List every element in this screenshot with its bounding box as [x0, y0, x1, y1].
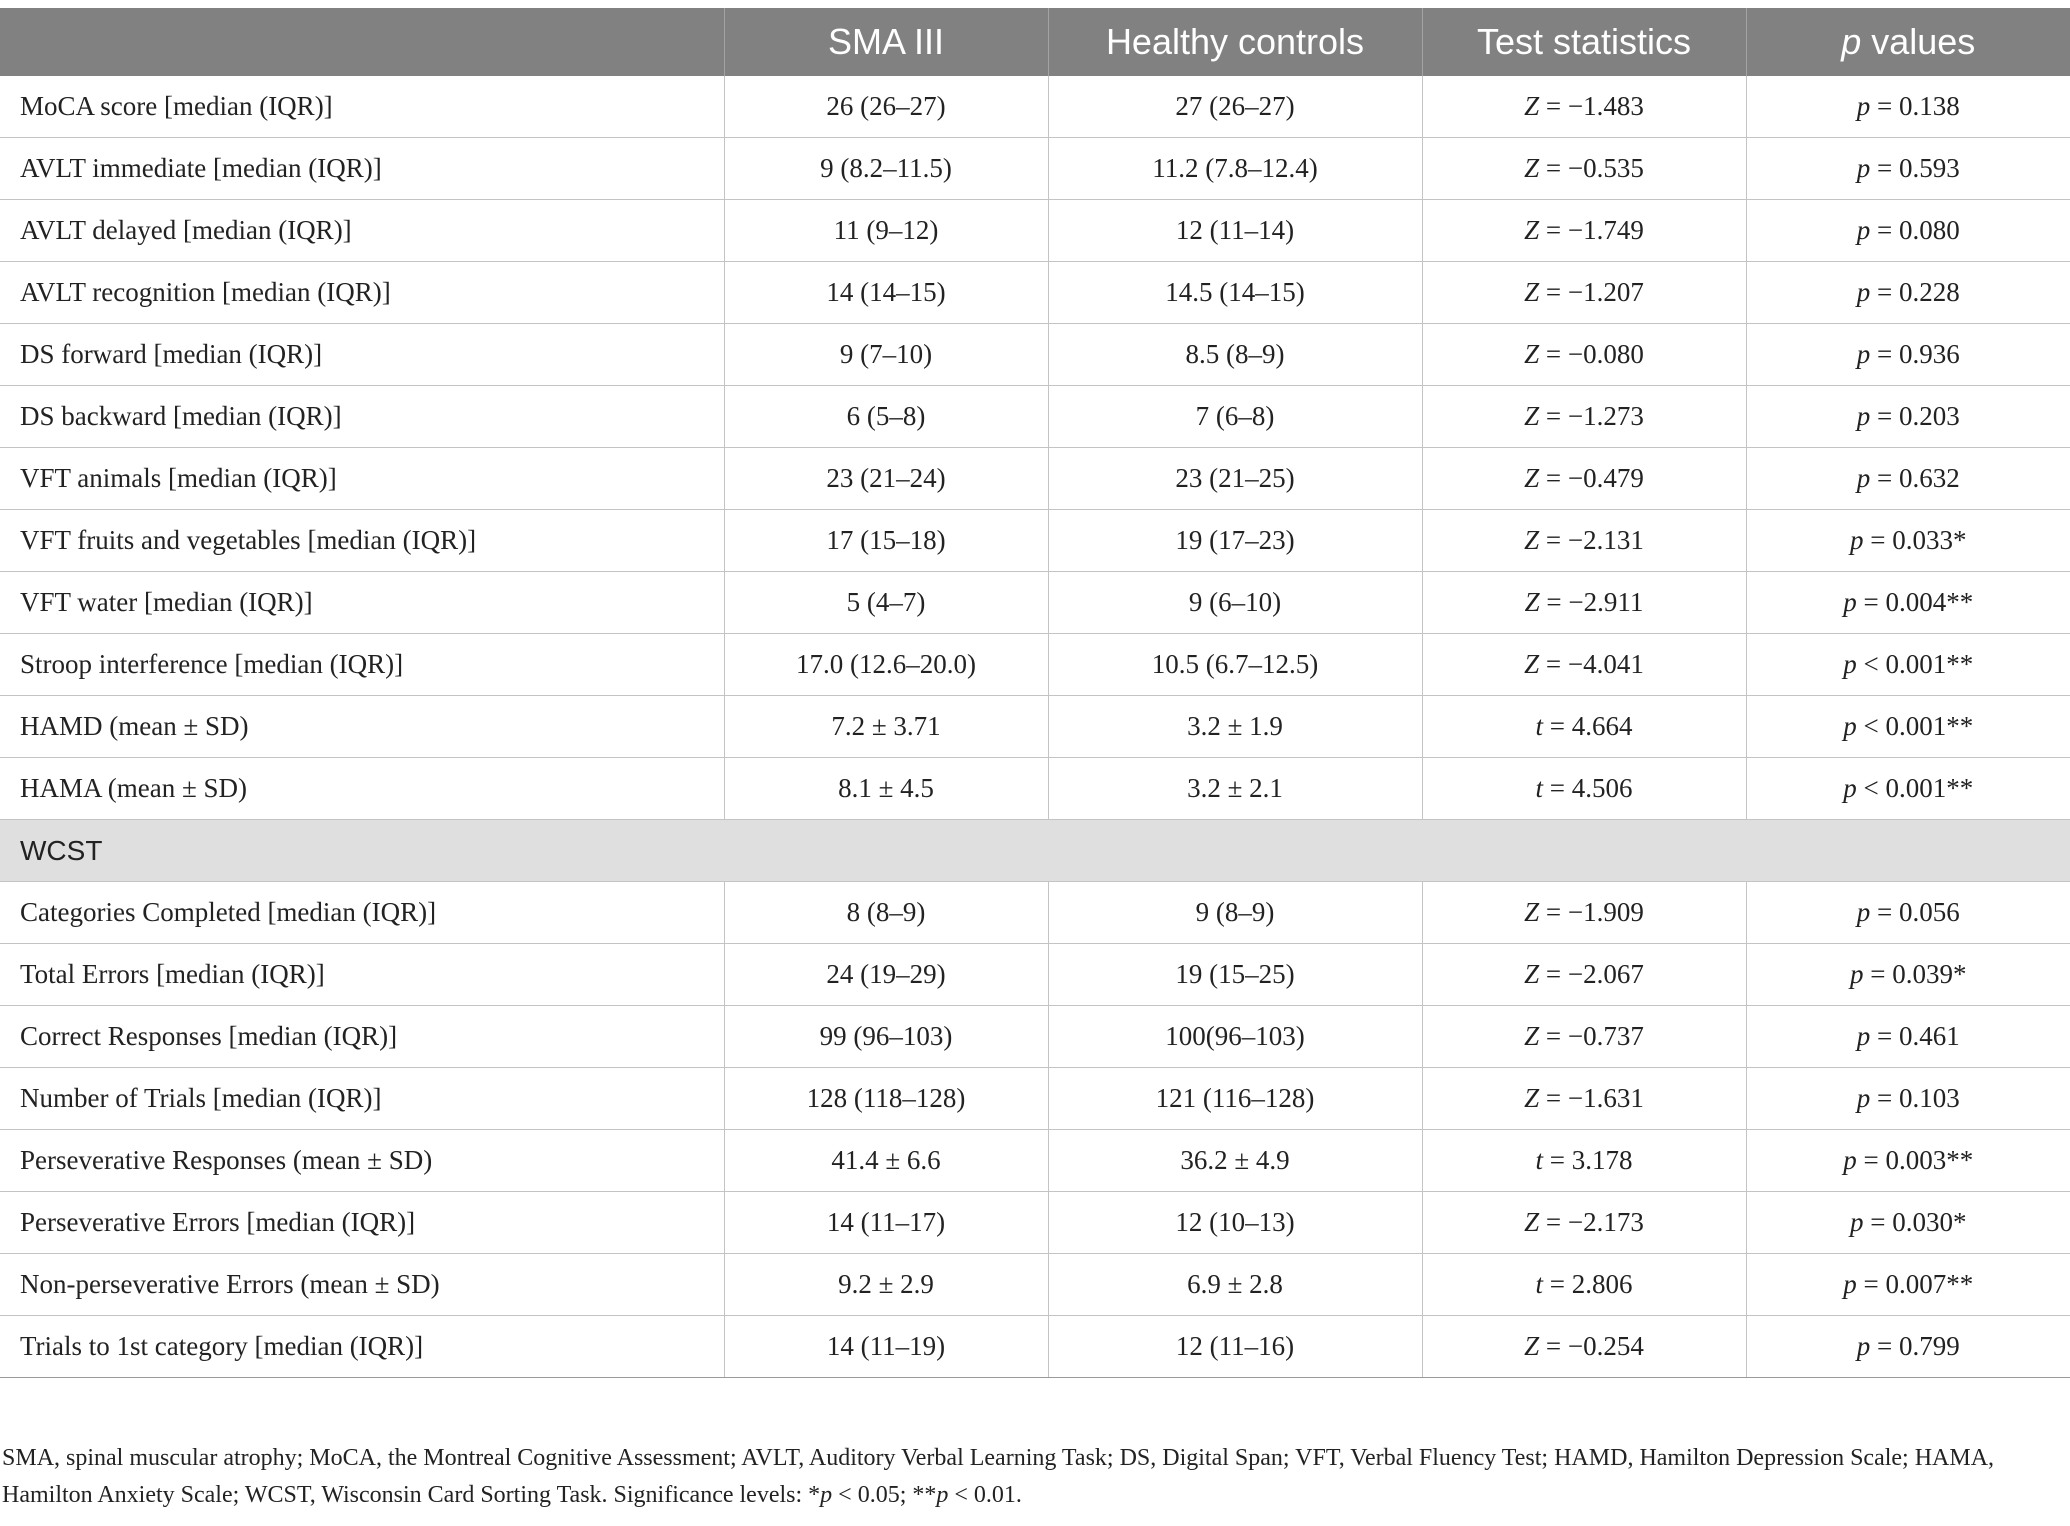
- cell-sma-iii-value: 128 (118–128): [806, 1083, 966, 1113]
- cell-p-value: [1746, 572, 2070, 634]
- cell-p-value: [1746, 324, 2070, 386]
- row-label: [0, 200, 724, 262]
- row-label-text: DS forward [median (IQR)]: [20, 339, 323, 369]
- cell-healthy-controls: [1048, 572, 1422, 634]
- row-label: [0, 262, 724, 324]
- cell-p-value: [1746, 944, 2070, 1006]
- cell-test-statistic: [1422, 696, 1746, 758]
- row-label: [0, 882, 724, 944]
- row-label-text: HAMA (mean ± SD): [20, 773, 248, 803]
- stat-symbol: Z: [1524, 649, 1540, 679]
- p-value: = 0.228: [1870, 277, 1960, 307]
- cell-test-statistic: [1422, 510, 1746, 572]
- cell-sma-iii: [724, 138, 1048, 200]
- cell-healthy-controls-value: 19 (17–23): [1175, 525, 1295, 555]
- cell-test-statistic: [1422, 1006, 1746, 1068]
- row-label-text: HAMD (mean ± SD): [20, 711, 249, 741]
- row-label: [0, 1192, 724, 1254]
- table-row: [0, 324, 2070, 386]
- cell-healthy-controls: [1048, 944, 1422, 1006]
- cell-sma-iii-value: 9 (7–10): [839, 339, 933, 369]
- table-row: [0, 1068, 2070, 1130]
- stat-value: = −0.737: [1539, 1021, 1644, 1051]
- p-value: = 0.138: [1870, 91, 1960, 121]
- cell-sma-iii: [724, 1192, 1048, 1254]
- cell-sma-iii-value: 9 (8.2–11.5): [820, 153, 952, 183]
- cell-sma-iii: [724, 76, 1048, 138]
- p-value: < 0.001**: [1856, 711, 1974, 741]
- stat-value: = −1.631: [1539, 1083, 1644, 1113]
- stat-value: = −0.479: [1539, 463, 1644, 493]
- stat-value: = −1.749: [1539, 215, 1644, 245]
- cell-p-value: [1746, 1006, 2070, 1068]
- p-value: = 0.003**: [1856, 1145, 1974, 1175]
- cell-healthy-controls-value: 9 (6–10): [1188, 587, 1282, 617]
- table-row: [0, 1006, 2070, 1068]
- cell-healthy-controls: [1048, 1006, 1422, 1068]
- table-row: [0, 758, 2070, 820]
- cell-sma-iii-value: 6 (5–8): [846, 401, 926, 431]
- table-row: [0, 76, 2070, 138]
- stat-value: = −4.041: [1539, 649, 1644, 679]
- cell-healthy-controls-value: 8.5 (8–9): [1185, 339, 1285, 369]
- p-value: = 0.039*: [1863, 959, 1967, 989]
- cell-p-value: [1746, 200, 2070, 262]
- p-symbol: p: [1856, 153, 1871, 183]
- stat-value: = −2.131: [1539, 525, 1644, 555]
- cell-p-value: [1746, 1068, 2070, 1130]
- row-label-text: AVLT immediate [median (IQR)]: [20, 153, 382, 183]
- stat-value: = −2.067: [1539, 959, 1644, 989]
- stat-symbol: Z: [1524, 525, 1540, 555]
- cell-test-statistic: [1422, 882, 1746, 944]
- p-value: = 0.461: [1870, 1021, 1960, 1051]
- p-value: = 0.033*: [1863, 525, 1967, 555]
- row-label-text: Categories Completed [median (IQR)]: [20, 897, 437, 927]
- footnote-sig1-rest: < 0.05; **: [832, 1482, 937, 1508]
- table-row: [0, 1316, 2070, 1378]
- header-row: [0, 8, 2070, 76]
- stat-symbol: Z: [1524, 1021, 1540, 1051]
- table-row: [0, 882, 2070, 944]
- cell-healthy-controls: [1048, 262, 1422, 324]
- cell-p-value: [1746, 448, 2070, 510]
- cell-test-statistic: [1422, 324, 1746, 386]
- p-symbol: p: [1856, 401, 1871, 431]
- p-symbol: p: [1843, 587, 1857, 617]
- p-symbol: p: [1843, 773, 1857, 803]
- cell-healthy-controls-value: 23 (21–25): [1175, 463, 1295, 493]
- p-symbol: p: [1856, 1083, 1871, 1113]
- cell-test-statistic: [1422, 1068, 1746, 1130]
- row-label: [0, 76, 724, 138]
- cell-sma-iii-value: 14 (11–19): [826, 1331, 946, 1361]
- cell-healthy-controls: [1048, 1130, 1422, 1192]
- p-symbol: p: [1843, 649, 1857, 679]
- p-value: < 0.001**: [1856, 649, 1974, 679]
- footnote-sig2-rest: < 0.01.: [948, 1482, 1022, 1508]
- p-symbol: p: [1856, 339, 1871, 369]
- p-value: = 0.203: [1870, 401, 1960, 431]
- p-value: = 0.593: [1870, 153, 1960, 183]
- cell-healthy-controls-value: 14.5 (14–15): [1165, 277, 1305, 307]
- cell-sma-iii: [724, 448, 1048, 510]
- header-p-values: [1746, 8, 2070, 76]
- cell-p-value: [1746, 1254, 2070, 1316]
- p-symbol: p: [1850, 959, 1864, 989]
- p-symbol: p: [1856, 215, 1871, 245]
- cell-healthy-controls-value: 27 (26–27): [1175, 91, 1295, 121]
- cell-sma-iii-value: 41.4 ± 6.6: [831, 1145, 941, 1175]
- row-label-text: Trials to 1st category [median (IQR)]: [20, 1331, 424, 1361]
- stat-symbol: Z: [1524, 1331, 1540, 1361]
- stat-symbol: t: [1535, 711, 1544, 741]
- cell-healthy-controls-value: 100(96–103): [1165, 1021, 1305, 1051]
- stat-symbol: Z: [1524, 897, 1540, 927]
- cell-sma-iii-value: 11 (9–12): [833, 215, 939, 245]
- row-label-text: Number of Trials [median (IQR)]: [20, 1083, 382, 1113]
- cell-test-statistic: [1422, 1130, 1746, 1192]
- cell-healthy-controls-value: 19 (15–25): [1175, 959, 1295, 989]
- p-symbol: p: [1856, 1331, 1871, 1361]
- row-label: [0, 510, 724, 572]
- p-symbol: p: [1856, 897, 1871, 927]
- cell-sma-iii: [724, 696, 1048, 758]
- table-row: [0, 200, 2070, 262]
- cell-sma-iii: [724, 510, 1048, 572]
- cell-healthy-controls-value: 10.5 (6.7–12.5): [1151, 649, 1319, 679]
- header-measure: [0, 8, 724, 76]
- cell-healthy-controls-value: 12 (11–14): [1175, 215, 1295, 245]
- cell-p-value: [1746, 76, 2070, 138]
- section-title: WCST: [0, 820, 2070, 882]
- row-label: [0, 448, 724, 510]
- row-label-text: VFT water [median (IQR)]: [20, 587, 313, 617]
- cell-p-value: [1746, 758, 2070, 820]
- cell-healthy-controls: [1048, 882, 1422, 944]
- cell-sma-iii: [724, 944, 1048, 1006]
- stat-value: = −1.207: [1539, 277, 1644, 307]
- cell-healthy-controls: [1048, 1316, 1422, 1378]
- results-table: [0, 8, 2070, 1378]
- cell-sma-iii: [724, 1316, 1048, 1378]
- p-symbol: p: [1856, 1021, 1871, 1051]
- stat-value: = −1.483: [1539, 91, 1644, 121]
- cell-test-statistic: [1422, 1316, 1746, 1378]
- cell-sma-iii: [724, 386, 1048, 448]
- stat-symbol: Z: [1524, 91, 1540, 121]
- cell-healthy-controls: [1048, 324, 1422, 386]
- stat-symbol: t: [1535, 773, 1544, 803]
- row-label: [0, 634, 724, 696]
- stat-symbol: Z: [1524, 1083, 1540, 1113]
- table-row: [0, 448, 2070, 510]
- stat-symbol: Z: [1524, 587, 1540, 617]
- cell-sma-iii: [724, 1254, 1048, 1316]
- stat-symbol: t: [1535, 1269, 1544, 1299]
- cell-healthy-controls-value: 9 (8–9): [1195, 897, 1275, 927]
- cell-sma-iii: [724, 1130, 1048, 1192]
- cell-sma-iii: [724, 200, 1048, 262]
- table-body: [0, 76, 2070, 1378]
- cell-sma-iii: [724, 1006, 1048, 1068]
- row-label: [0, 944, 724, 1006]
- cell-healthy-controls-value: 12 (10–13): [1175, 1207, 1295, 1237]
- cell-test-statistic: [1422, 262, 1746, 324]
- cell-healthy-controls: [1048, 758, 1422, 820]
- p-symbol: p: [1850, 1207, 1864, 1237]
- row-label-text: VFT fruits and vegetables [median (IQR)]: [20, 525, 477, 555]
- p-symbol: p: [1856, 463, 1871, 493]
- row-label: [0, 696, 724, 758]
- cell-sma-iii-value: 9.2 ± 2.9: [838, 1269, 934, 1299]
- cell-sma-iii: [724, 634, 1048, 696]
- stat-value: = −1.273: [1539, 401, 1644, 431]
- stat-value: = 3.178: [1543, 1145, 1633, 1175]
- stat-symbol: Z: [1524, 959, 1540, 989]
- cell-test-statistic: [1422, 1192, 1746, 1254]
- table-row: [0, 1130, 2070, 1192]
- cell-sma-iii: [724, 262, 1048, 324]
- header-p-symbol: p: [1841, 21, 1862, 62]
- cell-test-statistic: [1422, 944, 1746, 1006]
- stat-symbol: Z: [1524, 1207, 1540, 1237]
- cell-healthy-controls: [1048, 448, 1422, 510]
- row-label: [0, 138, 724, 200]
- cell-sma-iii-value: 26 (26–27): [826, 91, 946, 121]
- stat-symbol: Z: [1524, 401, 1540, 431]
- cell-healthy-controls-value: 3.2 ± 2.1: [1187, 773, 1283, 803]
- p-value: = 0.056: [1870, 897, 1960, 927]
- row-label: [0, 1006, 724, 1068]
- cell-sma-iii: [724, 882, 1048, 944]
- row-label-text: MoCA score [median (IQR)]: [20, 91, 333, 121]
- stat-value: = 4.506: [1543, 773, 1633, 803]
- row-label: [0, 572, 724, 634]
- cell-healthy-controls-value: 6.9 ± 2.8: [1187, 1269, 1283, 1299]
- cell-healthy-controls-value: 12 (11–16): [1175, 1331, 1295, 1361]
- cell-healthy-controls: [1048, 634, 1422, 696]
- row-label: [0, 1316, 724, 1378]
- cell-test-statistic: [1422, 758, 1746, 820]
- cell-p-value: [1746, 262, 2070, 324]
- table-row: [0, 138, 2070, 200]
- p-value: = 0.004**: [1856, 587, 1974, 617]
- row-label: [0, 386, 724, 448]
- p-value: = 0.103: [1870, 1083, 1960, 1113]
- cell-sma-iii-value: 14 (14–15): [826, 277, 946, 307]
- table-row: [0, 634, 2070, 696]
- cell-healthy-controls: [1048, 696, 1422, 758]
- row-label-text: VFT animals [median (IQR)]: [20, 463, 337, 493]
- row-label-text: Perseverative Responses (mean ± SD): [20, 1145, 433, 1175]
- cell-p-value: [1746, 1130, 2070, 1192]
- section-row-wcst: [0, 820, 2070, 882]
- p-value: < 0.001**: [1856, 773, 1974, 803]
- cell-healthy-controls: [1048, 200, 1422, 262]
- row-label-text: DS backward [median (IQR)]: [20, 401, 342, 431]
- cell-p-value: [1746, 138, 2070, 200]
- table-row: [0, 510, 2070, 572]
- header-test-statistics: Test statistics: [1422, 8, 1746, 76]
- cell-healthy-controls: [1048, 1068, 1422, 1130]
- stat-symbol: Z: [1524, 153, 1540, 183]
- p-value: = 0.080: [1870, 215, 1960, 245]
- cell-test-statistic: [1422, 572, 1746, 634]
- cell-healthy-controls-value: 3.2 ± 1.9: [1187, 711, 1283, 741]
- cell-healthy-controls-value: 36.2 ± 4.9: [1180, 1145, 1290, 1175]
- cell-healthy-controls: [1048, 386, 1422, 448]
- table-header: [0, 8, 2070, 76]
- cell-healthy-controls: [1048, 76, 1422, 138]
- row-label-text: Stroop interference [median (IQR)]: [20, 649, 404, 679]
- stat-value: = −0.535: [1539, 153, 1644, 183]
- stat-value: = −2.911: [1539, 587, 1644, 617]
- header-p-rest: values: [1861, 21, 1976, 62]
- cell-sma-iii-value: 99 (96–103): [819, 1021, 953, 1051]
- stat-symbol: Z: [1524, 277, 1540, 307]
- row-label: [0, 1254, 724, 1316]
- cell-p-value: [1746, 386, 2070, 448]
- cell-sma-iii: [724, 572, 1048, 634]
- cell-sma-iii-value: 17 (15–18): [826, 525, 946, 555]
- cell-healthy-controls: [1048, 1192, 1422, 1254]
- p-value: = 0.007**: [1856, 1269, 1974, 1299]
- p-value: = 0.936: [1870, 339, 1960, 369]
- table-row: [0, 262, 2070, 324]
- cell-p-value: [1746, 696, 2070, 758]
- cell-test-statistic: [1422, 386, 1746, 448]
- stat-value: = −0.080: [1539, 339, 1644, 369]
- cell-test-statistic: [1422, 200, 1746, 262]
- cell-sma-iii-value: 14 (11–17): [826, 1207, 946, 1237]
- footnote-sig1-symbol: p: [820, 1482, 833, 1508]
- cell-healthy-controls-value: 7 (6–8): [1195, 401, 1275, 431]
- cell-sma-iii-value: 24 (19–29): [826, 959, 946, 989]
- cell-test-statistic: [1422, 76, 1746, 138]
- stat-value: = −2.173: [1539, 1207, 1644, 1237]
- stat-value: = −1.909: [1539, 897, 1644, 927]
- table-row: [0, 1192, 2070, 1254]
- cell-test-statistic: [1422, 138, 1746, 200]
- cell-healthy-controls: [1048, 138, 1422, 200]
- cell-p-value: [1746, 1192, 2070, 1254]
- p-symbol: p: [1856, 91, 1871, 121]
- cell-sma-iii: [724, 324, 1048, 386]
- p-value: = 0.030*: [1863, 1207, 1967, 1237]
- table-footnote: [2, 1440, 2062, 1514]
- row-label-text: Non-perseverative Errors (mean ± SD): [20, 1269, 440, 1299]
- p-symbol: p: [1850, 525, 1864, 555]
- p-symbol: p: [1843, 711, 1857, 741]
- cell-test-statistic: [1422, 448, 1746, 510]
- cell-sma-iii: [724, 758, 1048, 820]
- row-label-text: Total Errors [median (IQR)]: [20, 959, 325, 989]
- cell-healthy-controls: [1048, 510, 1422, 572]
- table-row: [0, 696, 2070, 758]
- p-value: = 0.632: [1870, 463, 1960, 493]
- cell-sma-iii-value: 8.1 ± 4.5: [838, 773, 934, 803]
- footnote-sig2-symbol: p: [936, 1482, 949, 1508]
- stat-symbol: Z: [1524, 339, 1540, 369]
- row-label-text: AVLT delayed [median (IQR)]: [20, 215, 352, 245]
- cell-healthy-controls-value: 121 (116–128): [1155, 1083, 1315, 1113]
- table-row: [0, 386, 2070, 448]
- cell-sma-iii: [724, 1068, 1048, 1130]
- row-label: [0, 324, 724, 386]
- p-symbol: p: [1843, 1145, 1857, 1175]
- header-healthy-controls: Healthy controls: [1048, 8, 1422, 76]
- stat-symbol: Z: [1524, 463, 1540, 493]
- row-label: [0, 758, 724, 820]
- row-label-text: AVLT recognition [median (IQR)]: [20, 277, 391, 307]
- row-label: [0, 1068, 724, 1130]
- cell-p-value: [1746, 510, 2070, 572]
- cell-sma-iii-value: 23 (21–24): [826, 463, 946, 493]
- cell-sma-iii-value: 5 (4–7): [846, 587, 926, 617]
- cell-p-value: [1746, 634, 2070, 696]
- results-table-container: [0, 8, 2070, 1378]
- footnote-text: SMA, spinal muscular atrophy; MoCA, the Montreal Cognitive Assessment; AVLT, Auditory Verbal Learning Task; DS, Digital Span; VFT, Verbal Fluency Test; HAMD, Hamilton Depression Scale; HAMA, Hamilton Anxiety Scale; WCST, Wisconsin Card Sorting Task. Significance levels: *: [2, 1445, 1995, 1508]
- stat-value: = −0.254: [1539, 1331, 1644, 1361]
- cell-p-value: [1746, 1316, 2070, 1378]
- p-value: = 0.799: [1870, 1331, 1960, 1361]
- stat-value: = 4.664: [1543, 711, 1633, 741]
- table-row: [0, 1254, 2070, 1316]
- table-row: [0, 944, 2070, 1006]
- cell-test-statistic: [1422, 634, 1746, 696]
- p-symbol: p: [1843, 1269, 1857, 1299]
- cell-healthy-controls-value: 11.2 (7.8–12.4): [1152, 153, 1318, 183]
- row-label-text: Perseverative Errors [median (IQR)]: [20, 1207, 416, 1237]
- header-sma-iii: SMA III: [724, 8, 1048, 76]
- stat-symbol: Z: [1524, 215, 1540, 245]
- stat-symbol: t: [1535, 1145, 1544, 1175]
- cell-sma-iii-value: 8 (8–9): [846, 897, 926, 927]
- cell-test-statistic: [1422, 1254, 1746, 1316]
- cell-p-value: [1746, 882, 2070, 944]
- stat-value: = 2.806: [1543, 1269, 1633, 1299]
- cell-healthy-controls: [1048, 1254, 1422, 1316]
- p-symbol: p: [1856, 277, 1871, 307]
- table-row: [0, 572, 2070, 634]
- cell-sma-iii-value: 7.2 ± 3.71: [831, 711, 941, 741]
- row-label-text: Correct Responses [median (IQR)]: [20, 1021, 398, 1051]
- cell-sma-iii-value: 17.0 (12.6–20.0): [796, 649, 976, 679]
- row-label: [0, 1130, 724, 1192]
